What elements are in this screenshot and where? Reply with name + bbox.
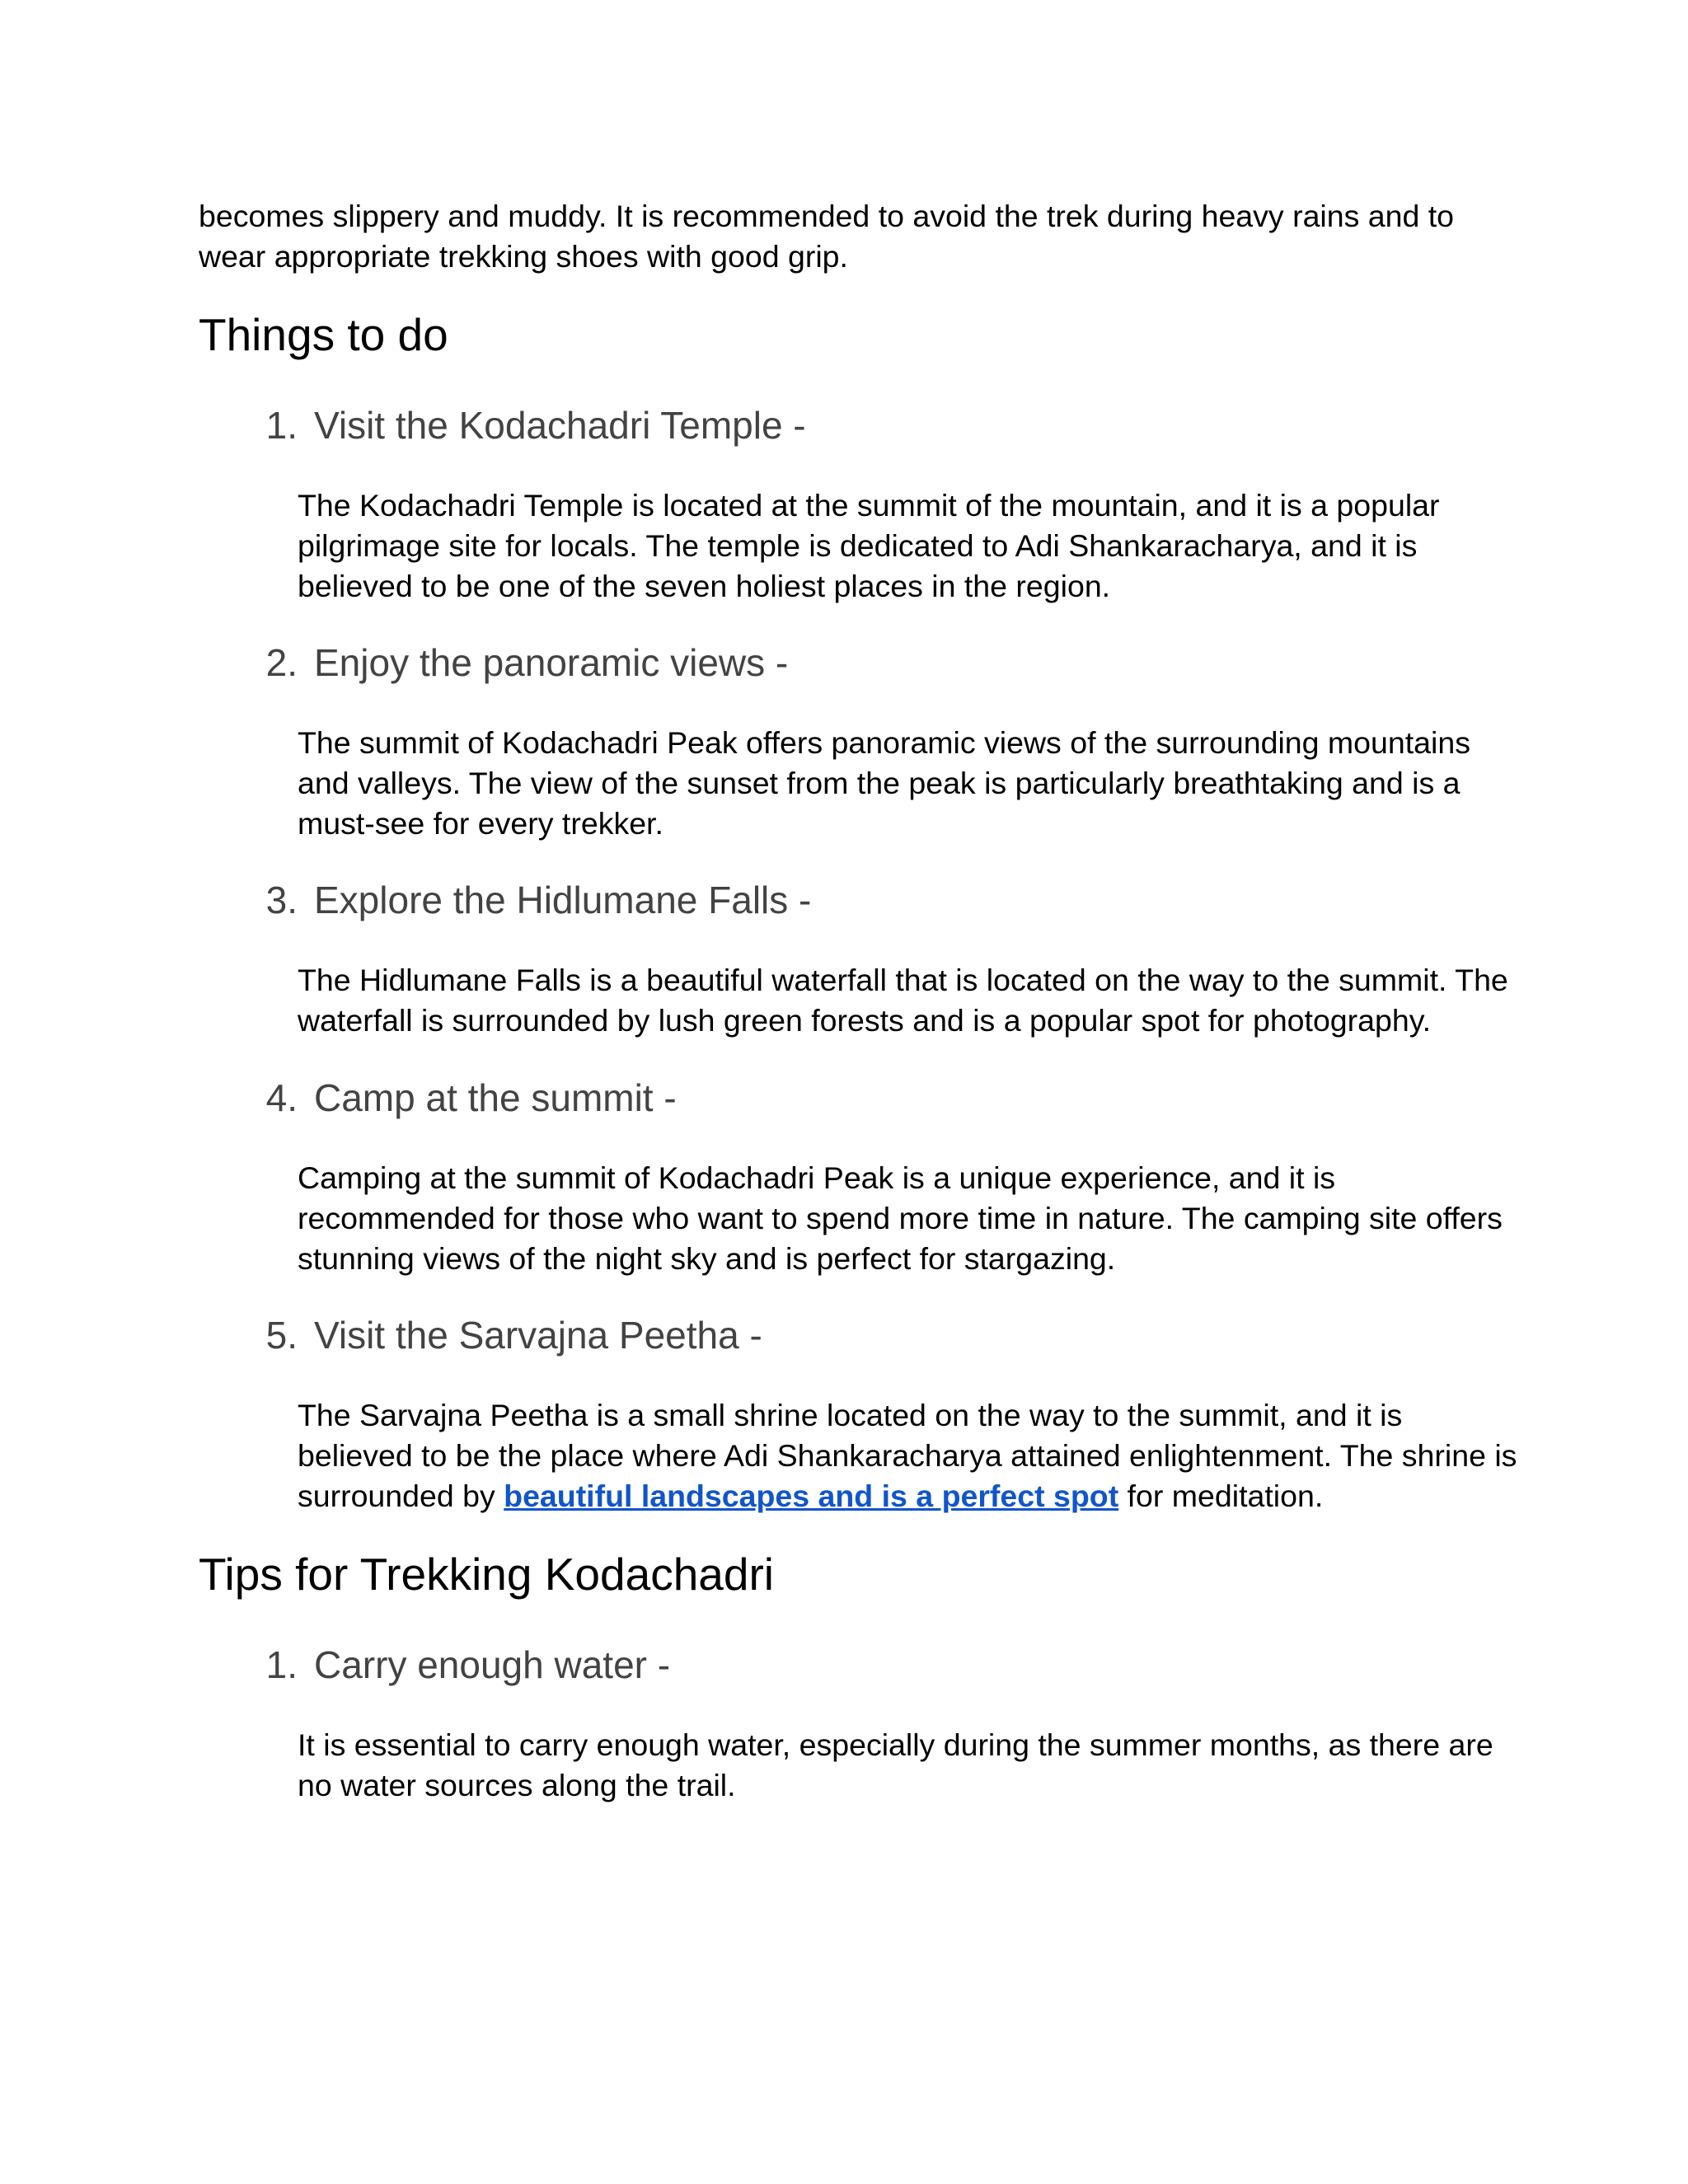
list-number: 4.	[265, 1076, 298, 1119]
list-number: 3.	[265, 879, 298, 921]
item-title: Camp at the summit -	[314, 1076, 677, 1119]
things-item-1-heading	[244, 402, 806, 448]
item-title: Carry enough water -	[314, 1643, 671, 1686]
things-item-5-body	[298, 1395, 1517, 1516]
tips-item-1-body: It is essential to carry enough water, especially during the summer months, as there are no water sources along the trail.	[298, 1727, 1493, 1802]
things-item-5-heading	[244, 1312, 762, 1358]
item-title: Visit the Sarvajna Peetha -	[314, 1314, 762, 1357]
list-number: 1.	[265, 404, 298, 447]
item-title: Visit the Kodachadri Temple -	[314, 404, 806, 447]
intro-paragraph: becomes slippery and muddy. It is recommended to avoid the trek during heavy rains and to wear appropriate trekking shoes with good grip.	[199, 199, 1455, 274]
item-title: Enjoy the panoramic views -	[314, 641, 789, 684]
things-item-3-body: The Hidlumane Falls is a beautiful waterfall that is located on the way to the summit. The waterfall is surrounded by lush green forests and is a popular spot for photography.	[298, 963, 1508, 1038]
landscapes-link[interactable]: beautiful landscapes and is a perfect spot	[504, 1479, 1119, 1513]
things-item-2-heading	[244, 640, 788, 686]
tips-heading: Tips for Trekking Kodachadri	[199, 1549, 775, 1600]
list-number: 2.	[265, 641, 298, 684]
things-item-1-body: The Kodachadri Temple is located at the summit of the mountain, and it is a popular pilgrimage site for locals. The temple is dedicated to Adi Shankaracharya, and it is believed to be one of the seven holiest places in the region.	[298, 488, 1440, 603]
things-item-2-body: The summit of Kodachadri Peak offers panoramic views of the surrounding mountains and valleys. The view of the sunset from the peak is particularly breathtaking and is a must-see for every trekker.	[298, 725, 1470, 841]
body-text: for meditation.	[1118, 1479, 1324, 1513]
list-number: 1.	[265, 1643, 298, 1686]
things-to-do-heading: Things to do	[199, 309, 448, 360]
item-title: Explore the Hidlumane Falls -	[314, 879, 812, 921]
things-item-3-heading	[244, 877, 811, 923]
tips-item-1-heading	[244, 1642, 670, 1688]
body-text: The Sarvajna Peetha is a small shrine located on the way to the summit, and it is believed to be the place where Adi Shankaracharya attained enlightenment. The shrine is surrounded by	[298, 1398, 1517, 1513]
things-item-4-body: Camping at the summit of Kodachadri Peak is a unique experience, and it is recommended for those who want to spend more time in nature. The camping site offers stunning views of the night sky and is perfect for stargazing.	[298, 1160, 1503, 1276]
list-number: 5.	[265, 1314, 298, 1357]
things-item-4-heading	[244, 1075, 677, 1121]
